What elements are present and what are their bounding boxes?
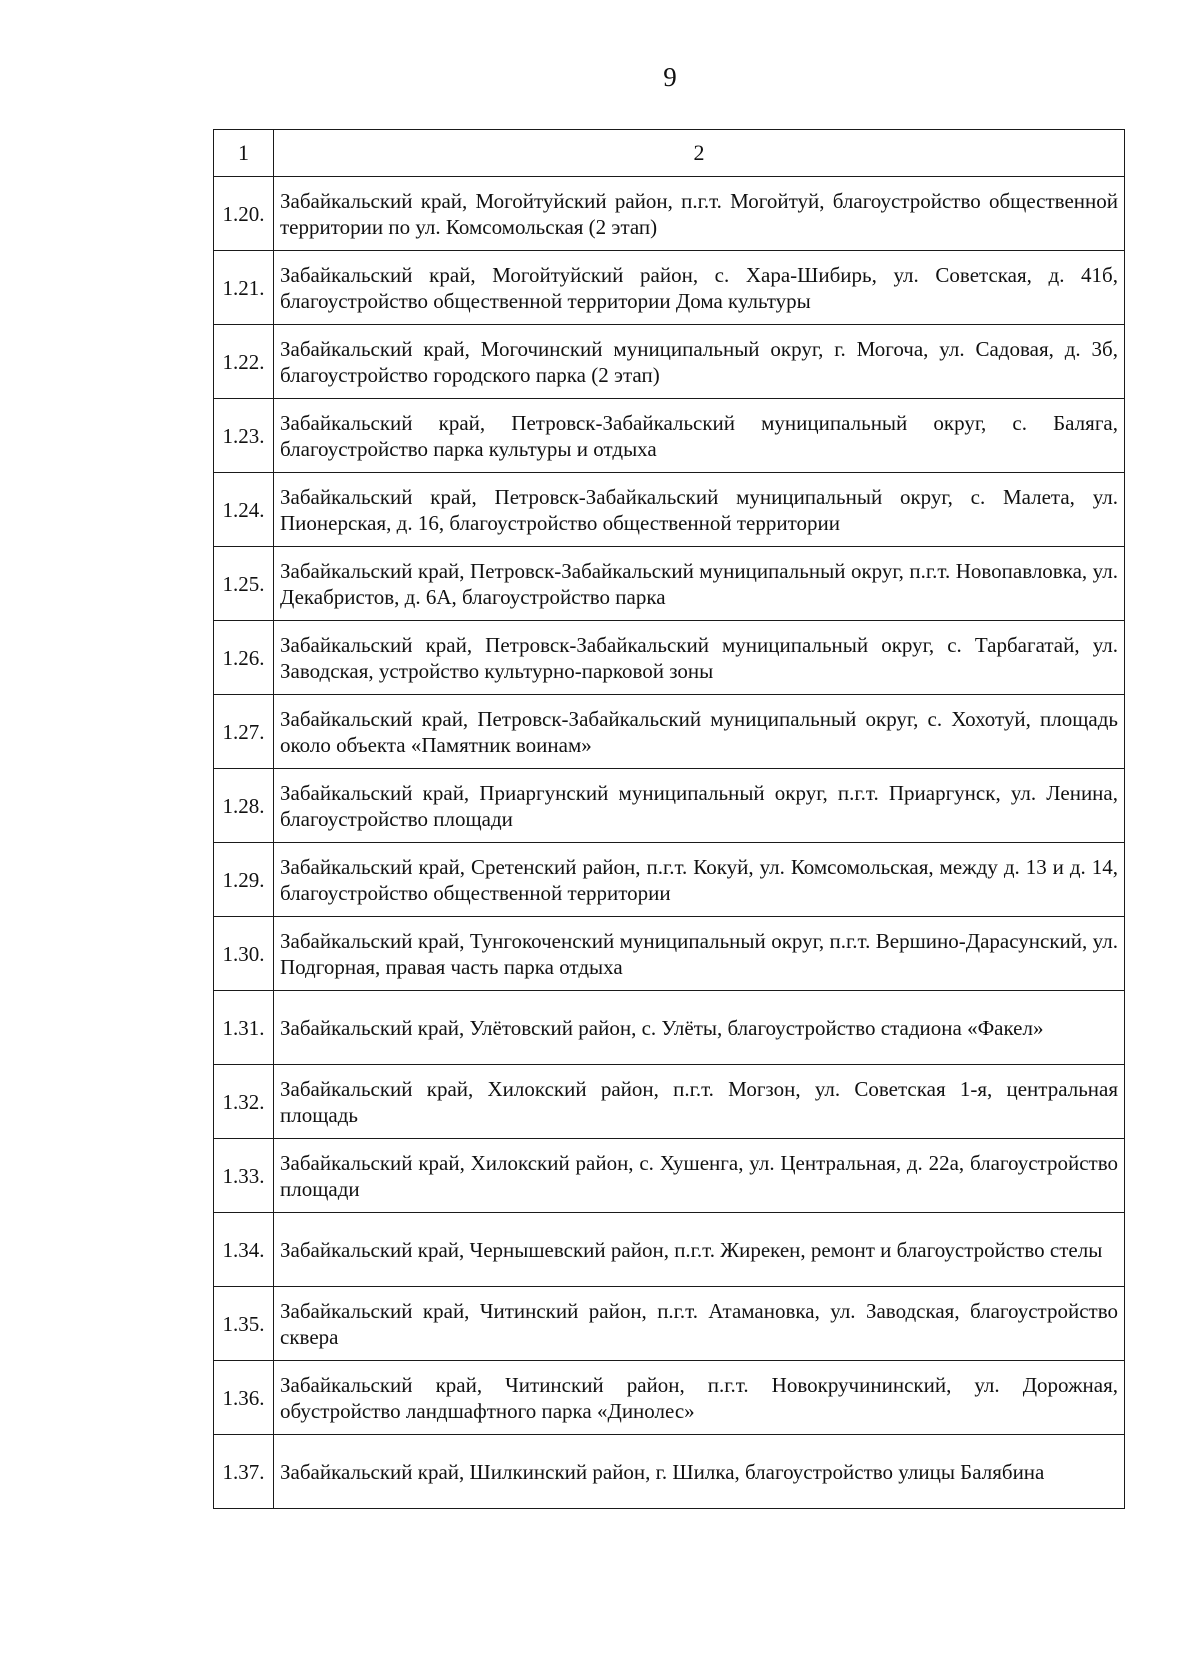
table-row [214,695,1125,769]
row-description-cell: Забайкальский край, Могочинский муниципальный округ, г. Могоча, ул. Садовая, д. 3б, благоустройство городского парка (2 этап) [274,325,1125,399]
row-description-cell: Забайкальский край, Могойтуйский район, с. Хара-Шибирь, ул. Советская, д. 41б, благоустройство общественной территории Дома культуры [274,251,1125,325]
row-number-cell: 1.28. [214,769,274,843]
table-row [214,177,1125,251]
row-description-cell: Забайкальский край, Читинский район, п.г.т. Новокручининский, ул. Дорожная, обустройство ландшафтного парка «Динолес» [274,1361,1125,1435]
row-number-cell: 1.34. [214,1213,274,1287]
table-row [214,1139,1125,1213]
row-description-cell: Забайкальский край, Петровск-Забайкальский муниципальный округ, п.г.т. Новопавловка, ул. Декабристов, д. 6А, благоустройство парка [274,547,1125,621]
row-description-cell: Забайкальский край, Петровск-Забайкальский муниципальный округ, с. Тарбагатай, ул. Заводская, устройство культурно-парковой зоны [274,621,1125,695]
table-header-row [214,130,1125,177]
row-number-cell: 1.20. [214,177,274,251]
table-row [214,1213,1125,1287]
column-header-2: 2 [274,130,1125,177]
column-header-1: 1 [214,130,274,177]
row-description-cell: Забайкальский край, Могойтуйский район, п.г.т. Могойтуй, благоустройство общественной территории по ул. Комсомольская (2 этап) [274,177,1125,251]
table-row [214,325,1125,399]
table-row [214,621,1125,695]
table-row [214,473,1125,547]
table-row [214,917,1125,991]
table-row [214,1361,1125,1435]
row-description-cell: Забайкальский край, Петровск-Забайкальский муниципальный округ, с. Хохотуй, площадь около объекта «Памятник воинам» [274,695,1125,769]
table-row [214,1065,1125,1139]
row-number-cell: 1.30. [214,917,274,991]
table-row [214,991,1125,1065]
row-number-cell: 1.37. [214,1435,274,1509]
row-description-cell: Забайкальский край, Читинский район, п.г.т. Атамановка, ул. Заводская, благоустройство сквера [274,1287,1125,1361]
row-number-cell: 1.24. [214,473,274,547]
row-description-cell: Забайкальский край, Чернышевский район, п.г.т. Жирекен, ремонт и благоустройство стелы [274,1213,1125,1287]
table-body [214,130,1125,1509]
row-description-cell: Забайкальский край, Тунгокоченский муниципальный округ, п.г.т. Вершино-Дарасунский, ул. Подгорная, правая часть парка отдыха [274,917,1125,991]
table-row [214,1287,1125,1361]
table-row [214,1435,1125,1509]
row-number-cell: 1.21. [214,251,274,325]
row-number-cell: 1.32. [214,1065,274,1139]
row-description-cell: Забайкальский край, Приаргунский муниципальный округ, п.г.т. Приаргунск, ул. Ленина, благоустройство площади [274,769,1125,843]
row-number-cell: 1.22. [214,325,274,399]
table-row [214,399,1125,473]
row-number-cell: 1.29. [214,843,274,917]
row-description-cell: Забайкальский край, Сретенский район, п.г.т. Кокуй, ул. Комсомольская, между д. 13 и д. 14, благоустройство общественной территории [274,843,1125,917]
table-row [214,843,1125,917]
table-row [214,769,1125,843]
row-description-cell: Забайкальский край, Петровск-Забайкальский муниципальный округ, с. Малета, ул. Пионерская, д. 16, благоустройство общественной территории [274,473,1125,547]
projects-table [213,129,1125,1509]
row-number-cell: 1.27. [214,695,274,769]
row-number-cell: 1.25. [214,547,274,621]
row-number-cell: 1.33. [214,1139,274,1213]
page-number: 9 [663,62,677,92]
table-row [214,251,1125,325]
row-number-cell: 1.35. [214,1287,274,1361]
row-description-cell: Забайкальский край, Улётовский район, с. Улёты, благоустройство стадиона «Факел» [274,991,1125,1065]
table-row [214,547,1125,621]
row-number-cell: 1.23. [214,399,274,473]
row-description-cell: Забайкальский край, Шилкинский район, г. Шилка, благоустройство улицы Балябина [274,1435,1125,1509]
row-description-cell: Забайкальский край, Петровск-Забайкальский муниципальный округ, с. Баляга, благоустройство парка культуры и отдыха [274,399,1125,473]
row-number-cell: 1.36. [214,1361,274,1435]
row-number-cell: 1.26. [214,621,274,695]
row-description-cell: Забайкальский край, Хилокский район, с. Хушенга, ул. Центральная, д. 22а, благоустройство площади [274,1139,1125,1213]
row-number-cell: 1.31. [214,991,274,1065]
row-description-cell: Забайкальский край, Хилокский район, п.г.т. Могзон, ул. Советская 1-я, центральная площадь [274,1065,1125,1139]
